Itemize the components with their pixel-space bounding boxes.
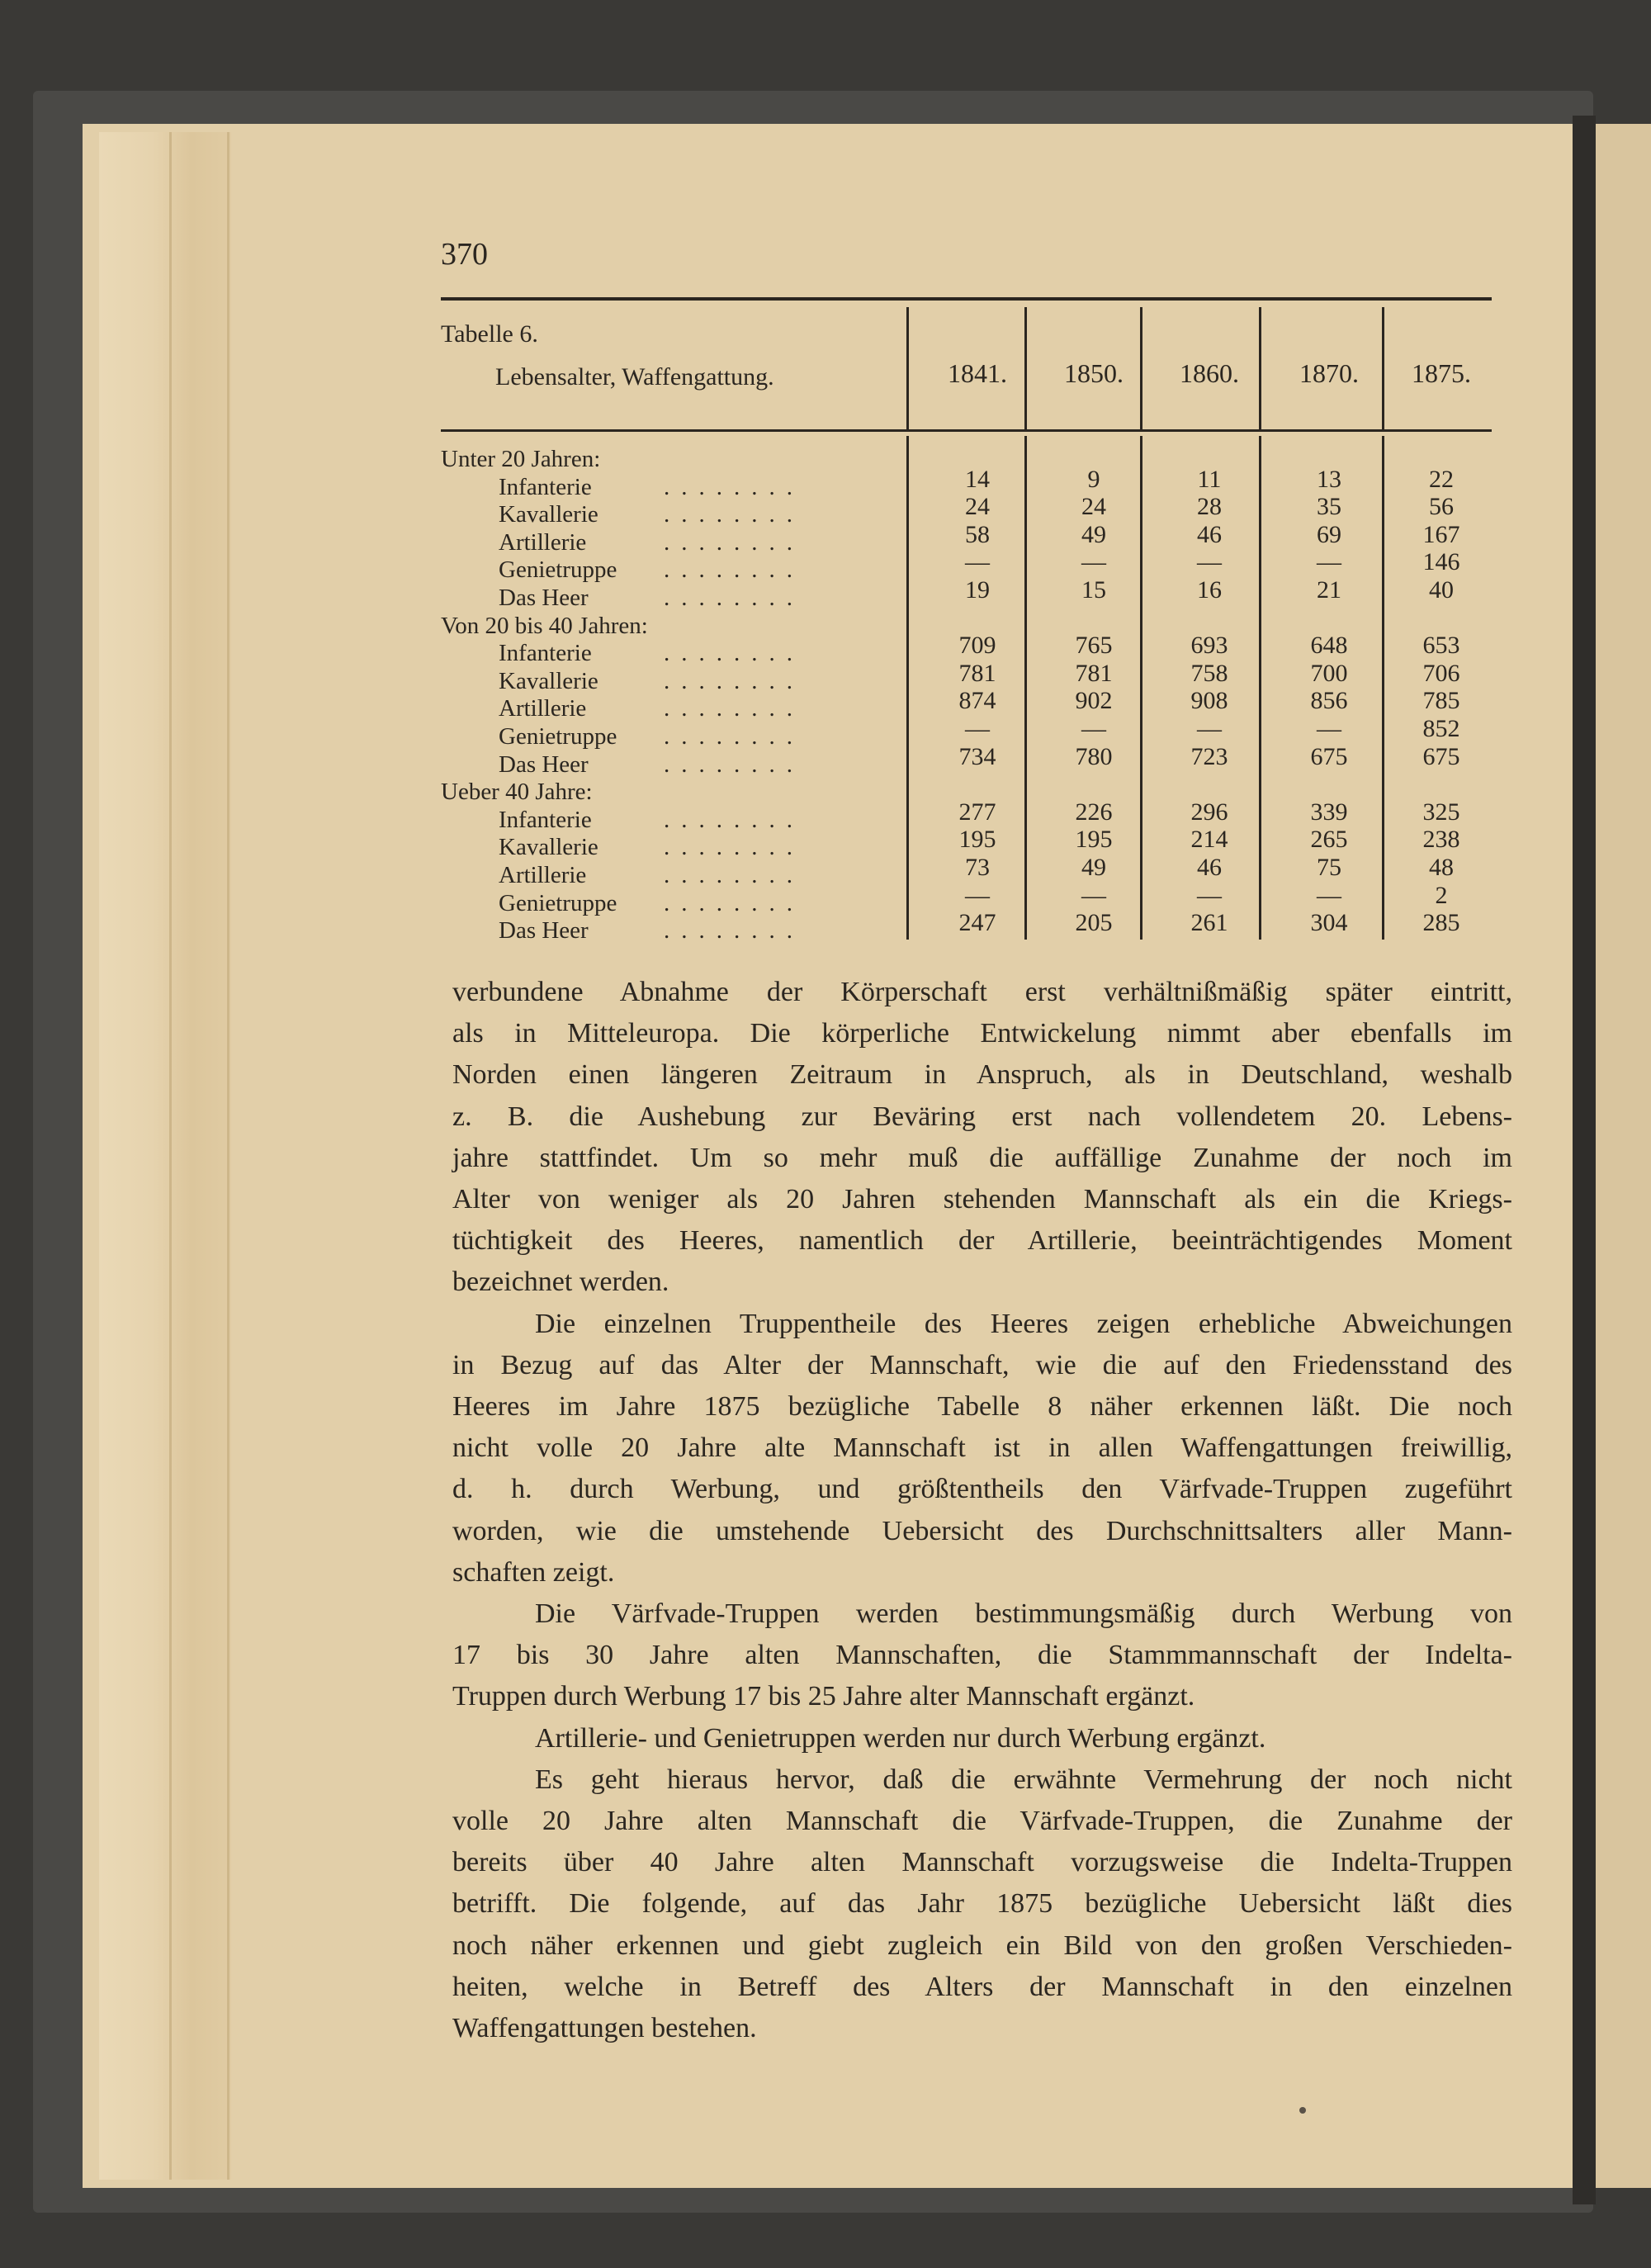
cell-value: 856 <box>1310 687 1348 715</box>
table-row <box>441 742 1497 779</box>
cell-value: 723 <box>1190 742 1228 770</box>
cell-value: 781 <box>1075 659 1113 687</box>
table-row <box>441 576 1497 613</box>
cell-value: 709 <box>958 632 996 660</box>
dot-leader: ........ <box>664 889 804 916</box>
cell-value: 167 <box>1422 520 1460 548</box>
text-line: z. B. die Aushebung zur Beväring erst nach vollendetem 20. Lebens- <box>452 1101 1512 1132</box>
text-line: Heeres im Jahre 1875 bezügliche Tabelle 8 näher erkennen läßt. Die noch <box>452 1391 1512 1422</box>
cell-value: 902 <box>1075 687 1113 715</box>
cell-value: 24 <box>965 493 990 521</box>
cell-value: 73 <box>965 854 990 881</box>
text-line: Alter von weniger als 20 Jahren stehenden Mannschaft als ein die Kriegs- <box>452 1184 1512 1214</box>
cell-value: 195 <box>1075 826 1113 854</box>
row-label: Infanterie <box>499 473 592 500</box>
text-line: schaften zeigt. <box>452 1556 615 1588</box>
text-line: Waffengattungen bestehen. <box>452 2013 757 2043</box>
cell-value: 69 <box>1317 520 1341 548</box>
cell-value: 13 <box>1317 465 1341 493</box>
text-line: heiten, welche in Betreff des Alters der Mannschaft in den einzelnen <box>452 1971 1512 2002</box>
cell-value: 48 <box>1429 854 1454 881</box>
year-header: 1870. <box>1299 358 1359 388</box>
dot-leader: ........ <box>664 556 804 584</box>
cell-value: — <box>1081 881 1106 909</box>
cell-value: 205 <box>1075 909 1113 937</box>
row-label: Artillerie <box>499 862 587 888</box>
row-label: Das Heer <box>499 917 589 945</box>
row-label: Genietruppe <box>499 556 617 584</box>
cell-value: 40 <box>1429 576 1454 604</box>
cell-value: 21 <box>1317 576 1341 604</box>
cell-value: 247 <box>958 909 996 937</box>
text-line: bereits über 40 Jahre alten Mannschaft vorzugsweise die Indelta-Truppen <box>452 1847 1512 1878</box>
cell-value: — <box>965 548 990 576</box>
group-title: Von 20 bis 40 Jahren: <box>441 612 648 639</box>
cell-value: 28 <box>1197 493 1222 521</box>
dot-leader: ........ <box>664 723 804 750</box>
cell-value: 304 <box>1310 909 1348 937</box>
cell-value: 195 <box>958 826 996 854</box>
table-label: Tabelle 6. <box>441 320 538 348</box>
year-header: 1841. <box>948 358 1007 388</box>
cell-value: — <box>965 715 990 742</box>
dot-leader: ........ <box>664 501 804 528</box>
cell-value: 296 <box>1190 798 1228 826</box>
row-label: Artillerie <box>499 695 587 722</box>
text-line: Artillerie- und Genietruppen werden nur durch Werbung ergänzt. <box>535 1722 1266 1754</box>
text-line: jahre stattfindet. Um so mehr muß die auffällige Zunahme der noch im <box>452 1142 1512 1173</box>
text-line: noch näher erkennen und giebt zugleich ein Bild von den großen Verschieden- <box>452 1929 1512 1961</box>
cell-value: 11 <box>1197 465 1222 493</box>
row-label: Genietruppe <box>499 723 617 750</box>
cell-value: 339 <box>1310 798 1348 826</box>
cell-value: 2 <box>1435 881 1448 909</box>
year-header: 1860. <box>1180 358 1239 388</box>
cell-value: 15 <box>1081 576 1106 604</box>
cell-value: 22 <box>1429 465 1454 493</box>
page-edge-line <box>227 132 229 2180</box>
cell-value: 9 <box>1087 465 1100 493</box>
text-line: Norden einen längeren Zeitraum in Anspruch, als in Deutschland, weshalb <box>452 1059 1512 1091</box>
group-title: Ueber 40 Jahre: <box>441 779 593 806</box>
cell-value: 214 <box>1190 826 1228 854</box>
page-edge-line <box>169 132 172 2180</box>
row-label: Artillerie <box>499 528 587 556</box>
cell-value: 780 <box>1075 742 1113 770</box>
cell-value: 75 <box>1317 854 1341 881</box>
cell-value: 648 <box>1310 632 1348 660</box>
text-line: verbundene Abnahme der Körperschaft erst verhältnißmäßig später eintritt, <box>452 977 1512 1007</box>
column-divider <box>906 307 909 429</box>
cell-value: 693 <box>1190 632 1228 660</box>
dot-leader: ........ <box>664 640 804 667</box>
text-line: d. h. durch Werbung, und größtentheils den Värfvade-Truppen zugeführt <box>452 1474 1512 1505</box>
dot-leader: ........ <box>664 834 804 861</box>
cell-value: 46 <box>1197 854 1222 881</box>
cell-value: 24 <box>1081 493 1106 521</box>
table-top-rule <box>441 297 1492 301</box>
dot-leader: ........ <box>664 473 804 500</box>
cell-value: 325 <box>1422 798 1460 826</box>
next-page-edge <box>1596 124 1651 2188</box>
row-label: Infanterie <box>499 640 592 667</box>
cell-value: 277 <box>958 798 996 826</box>
table-header-rule <box>441 429 1492 432</box>
text-line: Es geht hieraus hervor, daß die erwähnte Vermehrung der noch nicht <box>535 1764 1512 1795</box>
cell-value: — <box>1081 715 1106 742</box>
cell-value: 238 <box>1422 826 1460 854</box>
dot-leader: ........ <box>664 750 804 778</box>
row-label: Kavallerie <box>499 834 598 861</box>
text-line: tüchtigkeit des Heeres, namentlich der Artillerie, beeinträchtigendes Moment <box>452 1225 1512 1257</box>
cell-value: 675 <box>1310 742 1348 770</box>
cell-value: 285 <box>1422 909 1460 937</box>
cell-value: — <box>1317 715 1341 742</box>
cell-value: 35 <box>1317 493 1341 521</box>
year-header: 1875. <box>1412 358 1471 388</box>
row-label: Das Heer <box>499 585 589 611</box>
cell-value: 653 <box>1422 632 1460 660</box>
ink-spot <box>1299 2107 1306 2114</box>
row-label: Kavallerie <box>499 667 598 694</box>
cell-value: 16 <box>1197 576 1222 604</box>
cell-value: — <box>1317 548 1341 576</box>
cell-value: 758 <box>1190 659 1228 687</box>
table-header-label: Lebensalter, Waffengattung. <box>495 363 774 391</box>
dot-leader: ........ <box>664 528 804 556</box>
cell-value: 226 <box>1075 798 1113 826</box>
dot-leader: ........ <box>664 667 804 694</box>
cell-value: 852 <box>1422 715 1460 742</box>
cell-value: 265 <box>1310 826 1348 854</box>
row-label: Genietruppe <box>499 889 617 916</box>
cell-value: — <box>1081 548 1106 576</box>
cell-value: 700 <box>1310 659 1348 687</box>
cell-value: 56 <box>1429 493 1454 521</box>
cell-value: 19 <box>965 576 990 604</box>
year-header: 1850. <box>1064 358 1124 388</box>
dot-leader: ........ <box>664 585 804 611</box>
text-line: Truppen durch Werbung 17 bis 25 Jahre alter Mannschaft ergänzt. <box>452 1681 1195 1712</box>
cell-value: — <box>1317 881 1341 909</box>
page-gutter <box>99 132 231 2180</box>
cell-value: 146 <box>1422 548 1460 576</box>
row-label: Das Heer <box>499 750 589 778</box>
row-label: Infanterie <box>499 806 592 833</box>
cell-value: 734 <box>958 742 996 770</box>
page-number: 370 <box>441 237 488 272</box>
text-line: betrifft. Die folgende, auf das Jahr 1875 bezügliche Uebersicht läßt dies <box>452 1888 1512 1920</box>
row-label: Kavallerie <box>499 501 598 528</box>
cell-value: 785 <box>1422 687 1460 715</box>
text-line: 17 bis 30 Jahre alten Mannschaften, die Stammmannschaft der Indelta- <box>452 1640 1512 1671</box>
cell-value: — <box>1197 881 1222 909</box>
text-line: Die Värfvade-Truppen werden bestimmungsmäßig durch Werbung von <box>535 1598 1512 1629</box>
cell-value: — <box>1197 715 1222 742</box>
cell-value: — <box>965 881 990 909</box>
cell-value: 781 <box>958 659 996 687</box>
text-line: nicht volle 20 Jahre alte Mannschaft ist in allen Waffengattungen freiwillig, <box>452 1432 1512 1464</box>
table-row <box>441 909 1497 945</box>
text-line: Die einzelnen Truppentheile des Heeres zeigen erhebliche Abweichungen <box>535 1308 1512 1339</box>
text-line: bezeichnet werden. <box>452 1267 669 1298</box>
dot-leader: ........ <box>664 917 804 945</box>
cell-value: 49 <box>1081 520 1106 548</box>
dot-leader: ........ <box>664 806 804 833</box>
cell-value: 58 <box>965 520 990 548</box>
text-line: als in Mitteleuropa. Die körperliche Entwickelung nimmt aber ebenfalls im <box>452 1018 1512 1049</box>
cell-value: 908 <box>1190 687 1228 715</box>
cell-value: 675 <box>1422 742 1460 770</box>
cell-value: — <box>1197 548 1222 576</box>
cell-value: 14 <box>965 465 990 493</box>
cell-value: 765 <box>1075 632 1113 660</box>
text-line: worden, wie die umstehende Uebersicht des Durchschnittsalters aller Mann- <box>452 1515 1512 1546</box>
text-line: volle 20 Jahre alten Mannschaft die Värfvade-Truppen, die Zunahme der <box>452 1806 1512 1836</box>
cell-value: 46 <box>1197 520 1222 548</box>
cell-value: 261 <box>1190 909 1228 937</box>
text-line: in Bezug auf das Alter der Mannschaft, wie die auf den Friedensstand des <box>452 1349 1512 1380</box>
book-spine <box>1573 116 1596 2204</box>
cell-value: 706 <box>1422 659 1460 687</box>
group-title: Unter 20 Jahren: <box>441 446 601 472</box>
dot-leader: ........ <box>664 695 804 722</box>
cell-value: 874 <box>958 687 996 715</box>
dot-leader: ........ <box>664 862 804 888</box>
cell-value: 49 <box>1081 854 1106 881</box>
